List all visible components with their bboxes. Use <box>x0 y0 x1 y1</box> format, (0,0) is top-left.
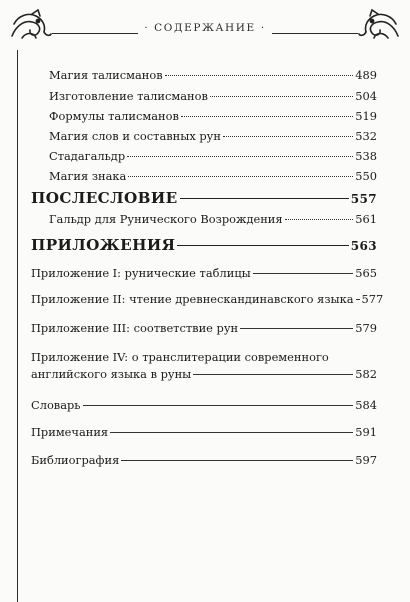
leader-dots <box>285 219 354 220</box>
toc-entry[interactable] <box>31 453 377 467</box>
left-margin-rule <box>17 50 18 602</box>
leader-line <box>110 432 353 433</box>
toc-entry-title: Магия знака <box>49 169 127 183</box>
toc-entry-page: 550 <box>355 169 377 183</box>
toc-entry[interactable] <box>49 169 377 183</box>
header-title: СОДЕРЖАНИЕ <box>154 22 256 34</box>
leader-dots <box>210 96 353 97</box>
toc-entry[interactable] <box>49 68 377 82</box>
toc-entry[interactable] <box>31 292 384 306</box>
leader-dots <box>127 156 353 157</box>
toc-entry-line1[interactable]: Приложение IV: о транслитерации современного <box>31 350 329 364</box>
toc-entry-title: английского языка в руны <box>31 367 192 381</box>
toc-entry-title: Приложение III: соответствие рун <box>31 321 239 335</box>
toc-entry-title: Словарь <box>31 398 81 412</box>
toc-entry[interactable] <box>31 266 377 280</box>
leader-line <box>240 328 353 329</box>
toc-section-appendices[interactable] <box>31 236 377 254</box>
toc-entry-page: 561 <box>355 212 377 226</box>
toc-entry-page: 504 <box>355 89 377 103</box>
leader-rule <box>177 245 348 246</box>
section-page: 557 <box>350 192 377 206</box>
header-dot-left: · <box>144 23 150 34</box>
toc-entry-page: 577 <box>361 292 384 306</box>
toc-entry[interactable] <box>31 425 377 439</box>
toc-entry[interactable] <box>49 212 377 226</box>
toc-entry[interactable] <box>31 398 377 412</box>
toc-entry[interactable] <box>49 89 377 103</box>
right-knotwork-ornament-icon <box>358 8 402 44</box>
toc-entry[interactable] <box>31 367 377 381</box>
leader-line <box>193 374 353 375</box>
header-dot-right: · <box>260 23 266 34</box>
toc-entry[interactable] <box>49 109 377 123</box>
toc-entry-title: Приложение I: рунические таблицы <box>31 266 251 280</box>
header-rule-right <box>272 33 358 34</box>
leader-line <box>356 299 360 300</box>
leader-line <box>253 273 354 274</box>
leader-dots <box>223 136 353 137</box>
toc-entry-page: 565 <box>355 266 377 280</box>
leader-dots <box>181 116 353 117</box>
leader-dots <box>128 176 353 177</box>
leader-line <box>121 460 353 461</box>
leader-dots <box>165 75 354 76</box>
toc-entry-title: Магия слов и составных рун <box>49 129 221 143</box>
toc-section-afterword[interactable] <box>31 189 377 207</box>
toc-entry-title: Приложение II: чтение древнескандинавского языка <box>31 292 354 306</box>
toc-entry-page: 591 <box>355 425 377 439</box>
toc-entry[interactable] <box>49 149 377 163</box>
toc-entry-title: Гальдр для Рунического Возрождения <box>49 212 283 226</box>
section-title: ПОСЛЕСЛОВИЕ <box>31 189 178 207</box>
leader-rule <box>180 198 349 199</box>
toc-entry[interactable] <box>31 321 377 335</box>
toc-entry-page: 489 <box>355 68 377 82</box>
toc-entry-page: 532 <box>355 129 377 143</box>
running-header <box>0 0 410 56</box>
toc-entry-title: Библиография <box>31 453 120 467</box>
toc-entry-page: 519 <box>355 109 377 123</box>
toc-entry[interactable] <box>49 129 377 143</box>
toc-entry-title: Примечания <box>31 425 109 439</box>
section-page: 563 <box>350 239 377 253</box>
toc-entry-page: 582 <box>355 367 377 381</box>
leader-line <box>83 405 354 406</box>
toc-entry-title: Изготовление талисманов <box>49 89 208 103</box>
toc-entry-page: 597 <box>355 453 377 467</box>
toc-entry-title: Магия талисманов <box>49 68 163 82</box>
toc-entry-page: 538 <box>355 149 377 163</box>
toc-entry-title: Формулы талисманов <box>49 109 179 123</box>
toc-entry-page: 584 <box>355 398 377 412</box>
section-title: ПРИЛОЖЕНИЯ <box>31 236 176 254</box>
toc-entry-title: Стадагальдр <box>49 149 126 163</box>
toc-entry-page: 579 <box>355 321 377 335</box>
